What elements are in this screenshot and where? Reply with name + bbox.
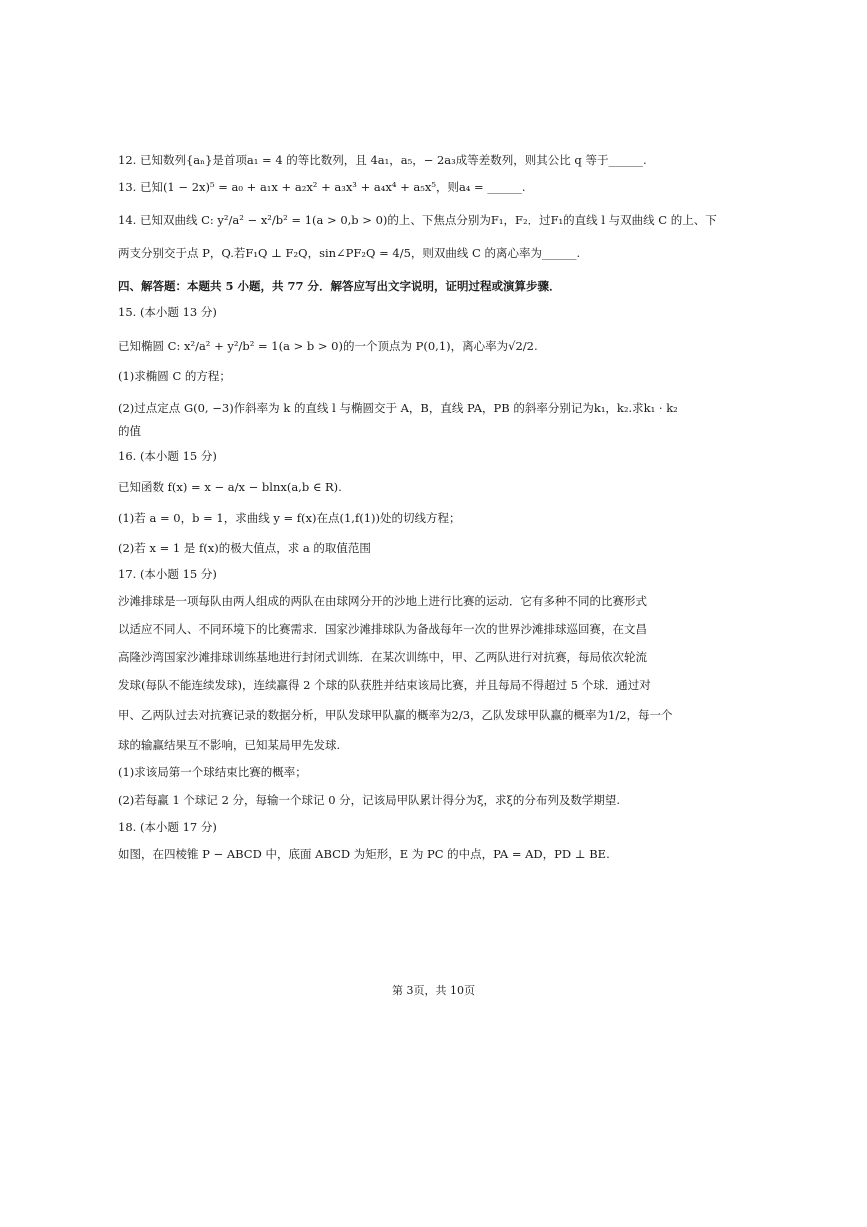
problem-16-heading: 16. (本小题 15 分) xyxy=(118,449,217,463)
problem-16-text: 已知函数 f(x) = x − a/x − blnx(a,b ∈ R). xyxy=(118,480,342,494)
problem-17-line-1: 沙滩排球是一项每队由两人组成的两队在由球网分开的沙地上进行比赛的运动．它有多种不同的比赛形式 xyxy=(118,594,647,608)
problem-16-part-1: (1)若 a = 0，b = 1，求曲线 y = f(x)在点(1,f(1))处的切线方程； xyxy=(118,511,461,525)
problem-17-line-3: 高隆沙湾国家沙滩排球训练基地进行封闭式训练．在某次训练中，甲、乙两队进行对抗赛，每局依次轮流 xyxy=(118,650,647,664)
problem-15-part-1: (1)求椭圆 C 的方程； xyxy=(118,369,231,383)
problem-12: 12. 已知数列{aₙ}是首项a₁ = 4 的等比数列，且 4a₁，a₅，− 2a₃成等差数列，则其公比 q 等于______. xyxy=(118,153,647,167)
problem-17-heading: 17. (本小题 15 分) xyxy=(118,567,217,581)
problem-13: 13. 已知(1 − 2x)⁵ = a₀ + a₁x + a₂x² + a₃x³ + a₄x⁴ + a₅x⁵，则a₄ = ______. xyxy=(118,180,526,194)
problem-16-part-2: (2)若 x = 1 是 f(x)的极大值点，求 a 的取值范围 xyxy=(118,541,371,555)
problem-17-part-1: (1)求该局第一个球结束比赛的概率； xyxy=(118,765,307,779)
problem-15-part-2-cont: 的值 xyxy=(118,424,141,438)
section-4-heading: 四、解答题：本题共 5 小题，共 77 分．解答应写出文字说明，证明过程或演算步骤． xyxy=(118,279,561,293)
problem-17-line-2: 以适应不同人、不同环境下的比赛需求．国家沙滩排球队为备战每年一次的世界沙滩排球巡回赛，在文昌 xyxy=(118,622,647,636)
problem-15-heading: 15. (本小题 13 分) xyxy=(118,305,217,319)
problem-14-line-1: 14. 已知双曲线 C: y²/a² − x²/b² = 1(a > 0,b > 0)的上、下焦点分别为F₁，F₂．过F₁的直线 l 与双曲线 C 的上、下 xyxy=(118,213,717,227)
problem-17-line-6: 球的输赢结果互不影响，已知某局甲先发球. xyxy=(118,738,341,752)
problem-18-text: 如图，在四棱锥 P − ABCD 中，底面 ABCD 为矩形，E 为 PC 的中点，PA = AD，PD ⊥ BE. xyxy=(118,847,610,861)
problem-15-text: 已知椭圆 C: x²/a² + y²/b² = 1(a > b > 0)的一个顶点为 P(0,1)，离心率为√2/2. xyxy=(118,339,538,353)
problem-17-line-4: 发球(每队不能连续发球)，连续赢得 2 个球的队获胜并结束该局比赛，并且每局不得超过 5 个球．通过对 xyxy=(118,678,651,692)
problem-15-part-2: (2)过点定点 G(0, −3)作斜率为 k 的直线 l 与椭圆交于 A，B，直线 PA，PB 的斜率分别记为k₁，k₂.求k₁ · k₂ xyxy=(118,401,678,415)
problem-18-heading: 18. (本小题 17 分) xyxy=(118,820,217,834)
page-footer: 第 3页，共 10页 xyxy=(392,984,475,997)
problem-17-line-5: 甲、乙两队过去对抗赛记录的数据分析，甲队发球甲队赢的概率为2/3，乙队发球甲队赢的概率为1/2，每一个 xyxy=(118,708,673,722)
problem-17-part-2: (2)若每赢 1 个球记 2 分，每输一个球记 0 分，记该局甲队累计得分为ξ，求ξ的分布列及数学期望. xyxy=(118,793,620,807)
problem-14-line-2: 两支分别交于点 P，Q.若F₁Q ⊥ F₂Q，sin∠PF₂Q = 4/5，则双曲线 C 的离心率为______. xyxy=(118,246,581,260)
